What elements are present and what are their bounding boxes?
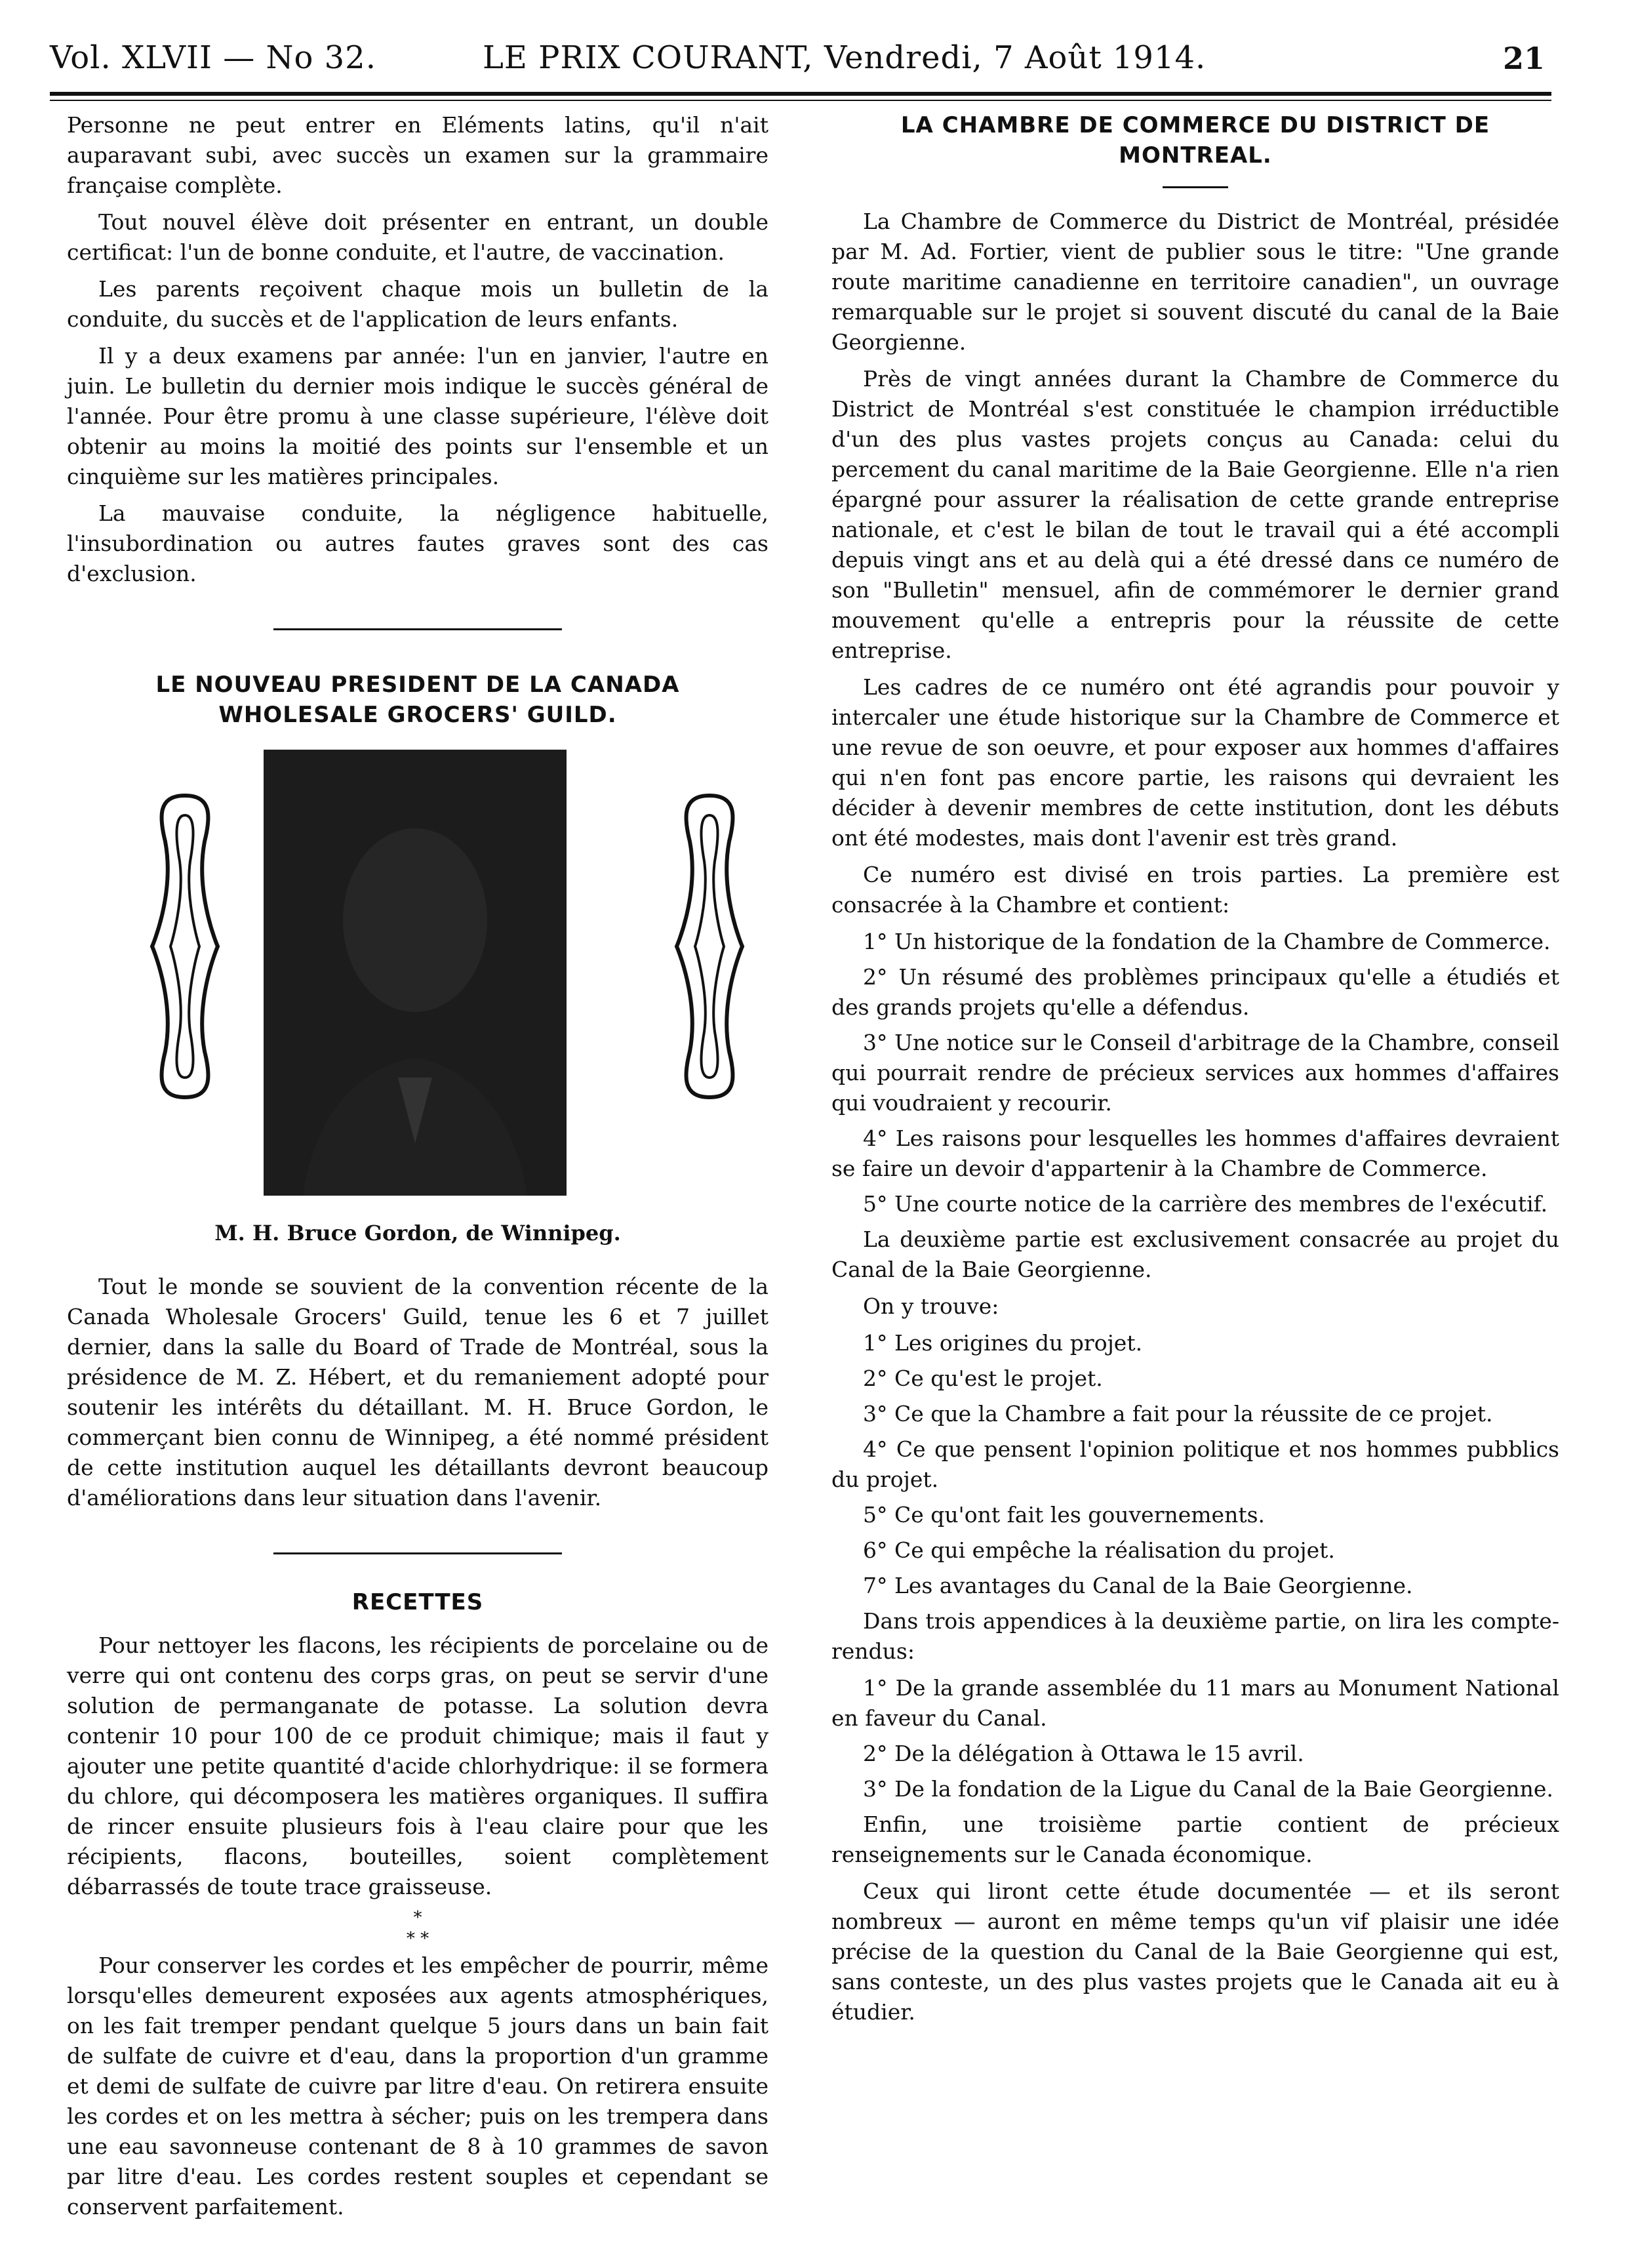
header-rule [50, 92, 1551, 96]
part2-intro: La deuxième partie est exclusivement consacrée au projet du Canal de la Baie Georgienne. [831, 1226, 1559, 1282]
part1-item: 3° Une notice sur le Conseil d'arbitrage de la Chambre, conseil qui pourrait rendre de précieux services aux hommes d'affaires qui voudraient y recourir. [831, 1030, 1559, 1116]
president-heading: LE NOUVEAU PRESIDENT DE LA CANADA WHOLESALE GROCERS' GUILD. [155, 672, 680, 728]
president-paragraph: Tout le monde se souvient de la convention récente de la Canada Wholesale Grocers' Guild, tenue les 6 et 7 juillet dernier, dans la salle du Board of Trade de Montréal, sous la présidence de M. Z. Hébert, et du remaniement adopté pour soutenir les intérêts du détaillant. M. H. Bruce Gordon, le commerçant bien connu de Winnipeg, a été nommé président de cette institution auquel les détaillants devront beaucoup d'améliorations dans leur situation dans l'avenir. [67, 1274, 768, 1510]
asterism-top: * [413, 1908, 422, 1928]
volume-number: Vol. XLVII — No 32. [50, 39, 376, 76]
chamber-paragraph-2: Près de vingt années durant la Chambre de Commerce du District de Montréal s'est constituée le champion irréductible d'un des plus vastes projets conçus au Canada: celui du percement du canal maritime de la Baie Georgienne. Elle n'a rien épargné pour assurer la réalisation de cette grande entreprise nationale, et c'est le bilan de tout le travail qui a été accompli depuis vingt ans et au delà qui a été dressé dans ce numéro de son "Bulletin" mensuel, afin de commémorer le dernier grand mouvement qu'elle a entrepris pour la réussite de cette entreprise. [831, 366, 1559, 663]
appendix-item: 2° De la délégation à Ottawa le 15 avril. [863, 1741, 1304, 1766]
header-rule-thin [50, 100, 1551, 101]
part2-item: 7° Les avantages du Canal de la Baie Georgienne. [863, 1573, 1413, 1598]
appendix-item: 1° De la grande assemblée du 11 mars au Monument National en faveur du Canal. [831, 1675, 1559, 1731]
portrait-photo [264, 750, 567, 1196]
part1-item: 4° Les raisons pour lesquelles les hommes d'affaires devraient se faire un devoir d'appartenir à la Chambre de Commerce. [831, 1125, 1559, 1181]
intro-paragraph-1: Personne ne peut entrer en Eléments latins, qu'il n'ait auparavant subi, avec succès un examen sur la grammaire française complète. [67, 112, 768, 198]
intro-paragraph-3: Les parents reçoivent chaque mois un bulletin de la conduite, du succès et de l'application de leurs enfants. [67, 276, 768, 332]
intro-paragraph-5: La mauvaise conduite, la négligence habituelle, l'insubordination ou autres fautes graves sont des cas d'exclusion. [67, 500, 768, 586]
recipes-heading: RECETTES [351, 1589, 484, 1615]
chamber-heading: LA CHAMBRE DE COMMERCE DU DISTRICT DE MONTREAL. [900, 112, 1490, 169]
section-divider-2 [273, 1552, 562, 1554]
left-column [67, 110, 768, 2229]
section-divider [273, 628, 562, 630]
part2-item: 6° Ce qui empêche la réalisation du projet. [863, 1537, 1335, 1563]
asterism-bottom: * * [406, 1929, 429, 1949]
chamber-paragraph-4: Ce numéro est divisé en trois parties. La première est consacrée à la Chambre et contient: [831, 862, 1559, 918]
portrait-figure [67, 750, 768, 1209]
part2-lead: On y trouve: [863, 1293, 999, 1319]
right-column [831, 110, 1559, 2034]
part2-item: 5° Ce qu'ont fait les gouvernements. [863, 1502, 1266, 1528]
ornament-right-icon [670, 789, 749, 1104]
part2-item: 4° Ce que pensent l'opinion politique et nos hommes pubblics du projet. [831, 1436, 1559, 1492]
photo-caption: M. H. Bruce Gordon, de Winnipeg. [214, 1221, 621, 1245]
chamber-paragraph-1: La Chambre de Commerce du District de Montréal, présidée par M. Ad. Fortier, vient de publier sous le titre: "Une grande route maritime canadienne en territoire canadien", un ouvrage remarquable sur le projet si souvent discuté du canal de la Baie Georgienne. [831, 209, 1559, 355]
part3-paragraph: Enfin, une troisième partie contient de précieux renseignements sur le Canada économique. [831, 1812, 1559, 1867]
portrait-image [264, 750, 567, 1196]
recipe-2: Pour conserver les cordes et les empêcher de pourrir, même lorsqu'elles demeurent exposées aux agents atmosphériques, on les fait tremper pendant quelque 5 jours dans un bain fait de sulfate de cuivre et d'eau, dans la proportion d'un gramme et demi de sulfate de cuivre par litre d'eau. On retirera ensuite les cordes et on les mettra à sécher; puis on les trempera dans une eau savonneuse contenant de 8 à 10 grammes de savon par litre d'eau. Les cordes restent souples et cependant se conservent parfaitement. [67, 1953, 768, 2219]
part2-item: 3° Ce que la Chambre a fait pour la réussite de ce projet. [863, 1401, 1493, 1427]
publication-title: LE PRIX COURANT, Vendredi, 7 Août 1914. [483, 39, 1207, 76]
closing-paragraph: Ceux qui liront cette étude documentée — et ils seront nombreux — auront en même temps qu'un vif plaisir une idée précise de la question du Canal de la Baie Georgienne qui est, sans conteste, un des plus vastes projets que le Canada ait eu à étudier. [831, 1878, 1559, 2025]
appendix-intro: Dans trois appendices à la deuxième partie, on lira les compte-rendus: [831, 1608, 1559, 1664]
chamber-paragraph-3: Les cadres de ce numéro ont été agrandis pour pouvoir y intercaler une étude historique sur la Chambre de Commerce et une revue de son oeuvre, et pour exposer aux hommes d'affaires qui n'en font pas encore partie, les raisons qui devraient les décider à devenir membres de cette institution, dont les débuts ont été modestes, mais dont l'avenir est très grand. [831, 674, 1559, 851]
page-number: 21 [1502, 41, 1545, 76]
part2-item: 1° Les origines du projet. [863, 1330, 1143, 1356]
part1-item: 5° Une courte notice de la carrière des membres de l'exécutif. [863, 1191, 1548, 1217]
heading-divider [1163, 186, 1228, 188]
part1-item: 2° Un résumé des problèmes principaux qu'elle a étudiés et des grands projets qu'elle a défendus. [831, 964, 1559, 1020]
part1-item: 1° Un historique de la fondation de la Chambre de Commerce. [863, 929, 1551, 954]
intro-paragraph-4: Il y a deux examens par année: l'un en janvier, l'autre en juin. Le bulletin du dernier mois indique le succès général de l'année. Pour être promu à une classe supérieure, l'élève doit obtenir au moins la moitié des points sur l'ensemble et un cinquième sur les matières principales. [67, 343, 768, 489]
recipe-1: Pour nettoyer les flacons, les récipients de porcelaine ou de verre qui ont contenu des corps gras, on peut se servir d'une solution de permanganate de potasse. La solution devra contenir 10 pour 100 de ce produit chimique; mais il faut y ajouter une petite quantité d'acide chlorhydrique: il se formera du chlore, qui décomposera les matières organiques. Il suffira de rincer ensuite plusieurs fois à l'eau claire pour que les récipients, flacons, bouteilles, soient complètement débarrassés de toute trace graisseuse. [67, 1632, 768, 1899]
intro-paragraph-2: Tout nouvel élève doit présenter en entrant, un double certificat: l'un de bonne conduite, et l'autre, de vaccination. [67, 209, 768, 265]
appendix-item: 3° De la fondation de la Ligue du Canal de la Baie Georgienne. [863, 1776, 1553, 1802]
part2-item: 2° Ce qu'est le projet. [863, 1366, 1103, 1391]
ornament-left-icon [146, 789, 224, 1104]
page-header [50, 34, 1545, 94]
